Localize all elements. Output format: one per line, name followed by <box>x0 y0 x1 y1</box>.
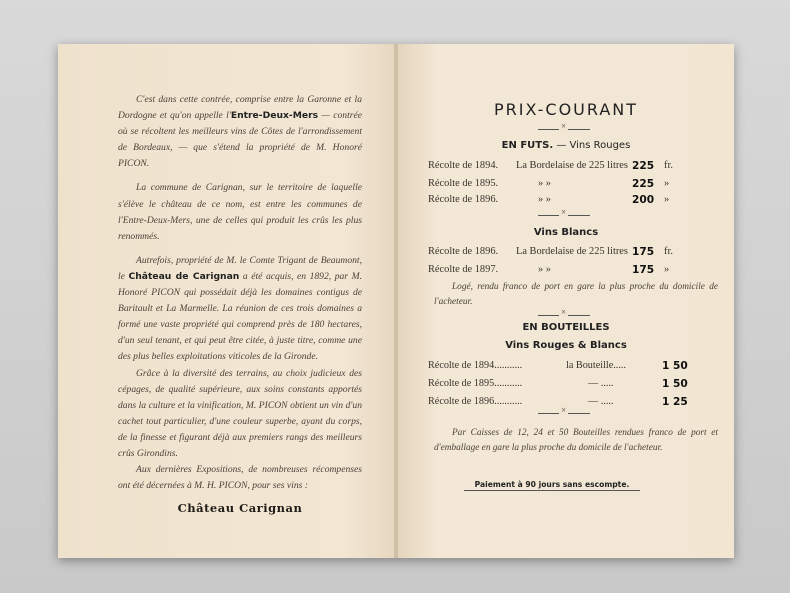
ornament <box>538 126 590 132</box>
note-caisses: Par Caisses de 12, 24 et 50 Bouteilles rendues franco de port et d'emballage en gare la plus proche du domicile de l'acheteur. <box>434 428 718 453</box>
page-title: PRIX-COURANT <box>493 100 639 119</box>
note-franco: Logé, rendu franco de port en gare la plus proche du domicile de l'acheteur. <box>434 282 718 307</box>
paragraph: La commune de Carignan, sur le territoire de laquelle s'élève le château de ce nom, est entre les communes de l'Entre-Deux-Mers, une de celles qui produit les crûs les plus renommés. <box>118 182 362 242</box>
ornament <box>538 410 590 416</box>
left-page <box>58 44 394 558</box>
section-en-futs: EN FUTS. — Vins Rouges <box>501 140 631 151</box>
paragraph: Autrefois, propriété de M. le Comte Trigant de Beaumont, le Château de Carignan a été acquis, en 1892, par M. Honoré PICON qui possédait déjà les domaines contigus de Baritault et La Marmelle. La réunion de ces trois domaines a formé une vaste propriété qui comprend près de 180 hectares, d'un seul tenant, et qui peut être citée, à juste titre, comme une des plus belles exploitations viticoles de la Gironde. <box>118 254 362 363</box>
section-en-bouteilles: EN BOUTEILLES <box>522 322 610 333</box>
section-vins-rouges-blancs: Vins Rouges & Blancs <box>505 340 627 351</box>
paragraph: C'est dans cette contrée, comprise entre la Garonne et la Dordogne et qu'on appelle l'Entre-Deux-Mers — contrée où se récoltent les meilleurs vins de Côtes de l'arrondissement de Bordeaux, — que s'étend la propriété de M. Honoré PICON. <box>118 94 362 170</box>
ornament <box>538 212 590 218</box>
right-page: PRIX-COURANT × EN FUTS. — Vins Rouges Récolte de 1894. La Bordelaise de 225 litres 225 fr. Récolte de 1895. » » 225 » Récolte de 1896. » » 200 » × Vins Blancs Récolte de 1896. La Bordelaise de 225 litres 175 fr. Récolte de 1897. » » 175 » Logé, rendu franco de port en gare la plus proche du domicile de l'acheteur. × EN BOUTEILLES Vins Rouges & Blancs Récolte de 1894........... la Bouteille..... 1 50 Récolte de 1895........... — ..... 1 50 Récolte de 1896........... — ..... 1 25 × Par Caisses de 12, 24 et 50 Bouteilles rendues franco de port et d'emballage en gare la plus proche du domicile de l'acheteur. Paiement à 90 jours sans escompte. <box>398 44 734 558</box>
left-text <box>118 92 362 516</box>
ornament <box>538 312 590 318</box>
signature: Château Carignan <box>177 501 303 516</box>
payment-terms: Paiement à 90 jours sans escompte. <box>464 480 640 491</box>
paragraph: Aux dernières Expositions, de nombreuses récompenses ont été décernées à M. H. PICON, pour ses vins : <box>118 464 362 492</box>
section-vins-blancs: Vins Blancs <box>533 227 599 238</box>
booklet <box>58 44 734 558</box>
paragraph: Grâce à la diversité des terrains, au choix judicieux des cépages, de qualité supérieure, aux soins constants apportés dans la culture et la vinification, M. PICON obtient un vin d'un cachet tout particulier, d'une couleur superbe, ayant du corps, de la finesse et figurant déjà aux premiers rangs des meilleurs crûs Girondins. <box>118 367 362 459</box>
